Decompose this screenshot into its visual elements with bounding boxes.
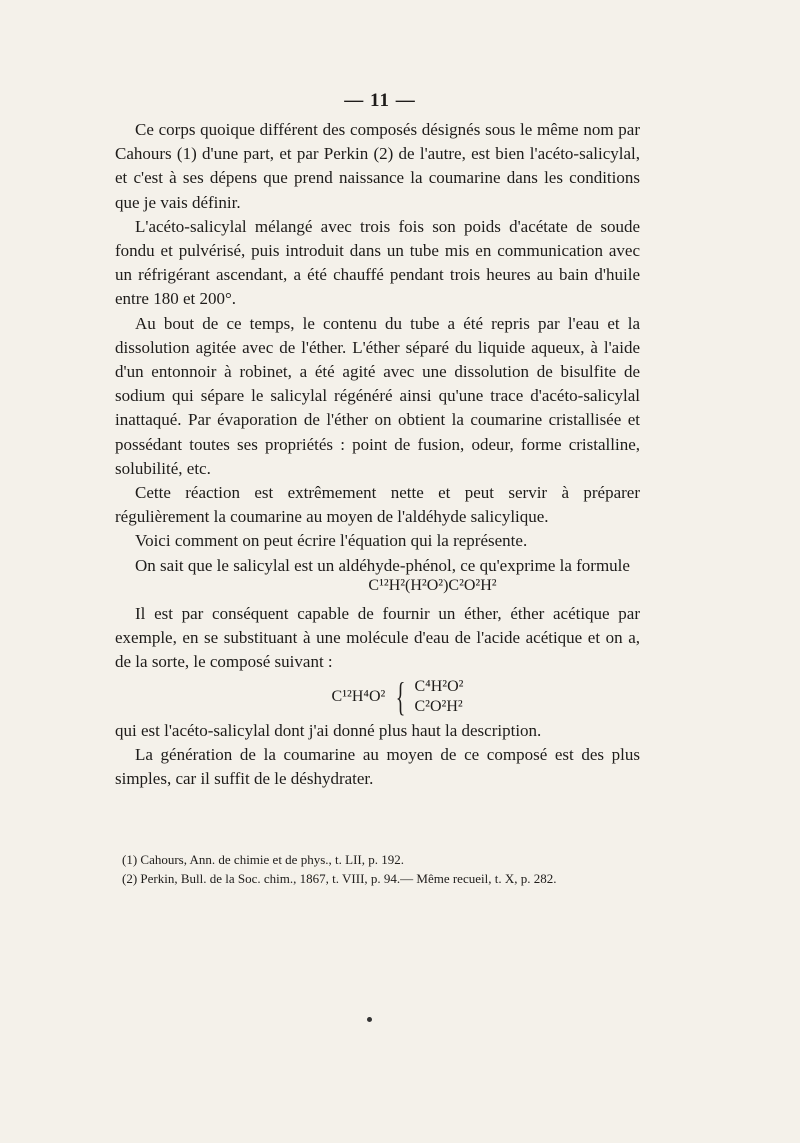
body-text (115, 118, 640, 791)
paragraph-8: qui est l'acéto-salicylal dont j'ai donné plus haut la description. (115, 720, 542, 740)
paragraph-7: Il est par conséquent capable de fournir un éther, éther acétique par exemple, en se substituant à une molécule d'eau de l'acide acétique et on a, de la sorte, le composé suivant : (115, 604, 640, 672)
paragraph-6: On sait que le salicylal est un aldéhyde-phénol, ce qu'exprime la formule (135, 555, 630, 575)
formula-top-part: C⁴H²O² (414, 677, 464, 695)
formula-bottom-part: C²O²H² (414, 697, 463, 715)
paragraph-2: L'acéto-salicylal mélangé avec trois fois son poids d'acétate de soude fondu et pulvérisé, puis introduit dans un tube mis en communication avec un réfrigérant ascendant, a été chauffé pendant trois heures au bain d'huile entre 180 et 200°. (115, 216, 640, 309)
paragraph-9: La génération de la coumarine au moyen de ce composé est des plus simples, car il suffit de le déshydrater. (115, 744, 640, 789)
footnotes (122, 850, 642, 888)
formula-left-part: C¹²H⁴O² (331, 687, 386, 705)
paragraph-3: Au bout de ce temps, le contenu du tube a été repris par l'eau et la dissolution agitée avec de l'éther. L'éther séparé du liquide aqueux, à l'aide d'un entonnoir à robinet, a été agité avec une dissolution de bisulfite de sodium qui sépare le salicylal régénéré ainsi qu'une trace d'acéto-salicylal inattaqué. Par évaporation de l'éther on obtient la coumarine cristallisée et possédant toutes ses propriétés : point de fusion, odeur, forme cristalline, solubilité, etc. (115, 313, 640, 478)
formula-salicylal: C¹²H²(H²O²)C²O²H² (368, 576, 497, 594)
paragraph-5: Voici comment on peut écrire l'équation qui la représente. (135, 531, 528, 551)
formula-stack (415, 677, 464, 717)
paragraph-1: Ce corps quoique différent des composés désignés sous le même nom par Cahours (1) d'une part, et par Perkin (2) de l'autre, est bien l'acéto-salicylal, et c'est à ses dépens que prend naissance la coumarine dans les conditions que je vais définir. (115, 120, 640, 212)
footnote-1: (1) Cahours, Ann. de chimie et de phys., t. LII, p. 192. (122, 852, 404, 867)
paragraph-4: Cette réaction est extrêmement nette et peut servir à préparer régulièrement la coumarine au moyen de l'aldéhyde salicylique. (115, 483, 640, 527)
brace-icon: { (396, 673, 406, 719)
footnote-2: (2) Perkin, Bull. de la Soc. chim., 1867, t. VIII, p. 94.— Même recueil, t. X, p. 282. (122, 871, 557, 886)
page-number: — 11 — (344, 90, 416, 111)
formula-aceto-salicylal (155, 673, 640, 719)
ink-dot (367, 1017, 372, 1022)
